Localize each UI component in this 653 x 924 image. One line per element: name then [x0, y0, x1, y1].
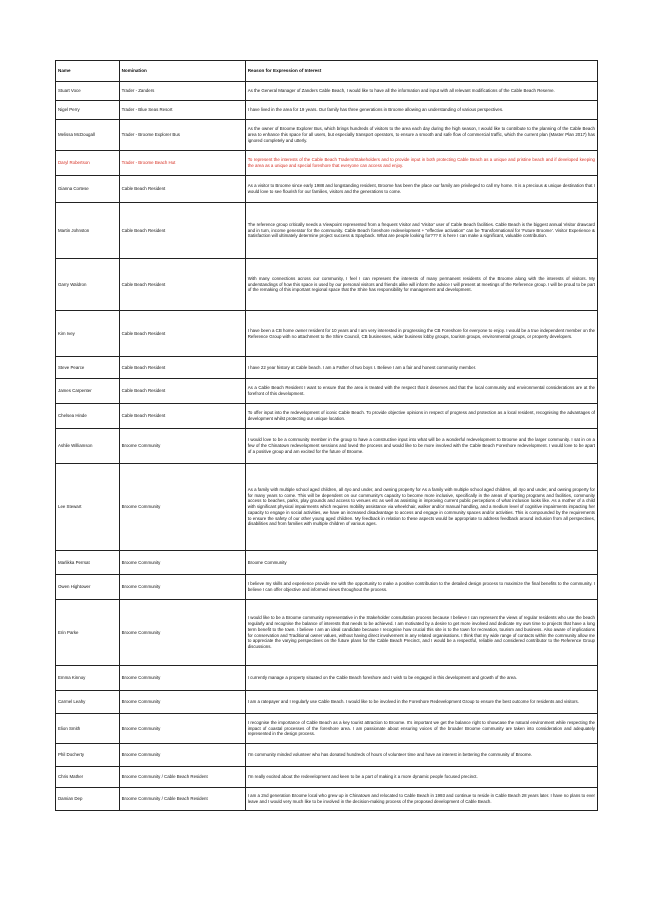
row-name: Lee Stewart [56, 464, 120, 551]
row-name: Emma Kinnoy [56, 666, 120, 691]
row-name: Melissa McDougall [56, 120, 120, 151]
table-row [56, 259, 598, 311]
header-nomination: Nomination [119, 61, 245, 82]
row-nomination: Trader - Zanders [119, 82, 245, 101]
row-name: Chris Mather [56, 767, 120, 788]
row-nomination: Broome Community [119, 464, 245, 551]
row-nomination: Broome Community [119, 714, 245, 744]
table-row [56, 788, 598, 811]
row-name: James Carpenter [56, 379, 120, 404]
row-reason: As a Cable Beach Resident I want to ensure that the area is treated with the respect that it deserves and that the local community and environmental considerations are at the forefront of this development. [245, 379, 597, 404]
expression-of-interest-page [55, 60, 598, 811]
row-nomination: Cable Beach Resident [119, 311, 245, 357]
row-reason: To represent the interests of the Cable Beach Traders/Stakeholders and to provide input in both protecting Cable Beach as a unique and pristine beach and if developed keeping the area as a unique and special foreshore that everyone can access and enjoy. [245, 151, 597, 176]
row-name: Elion Smith [56, 714, 120, 744]
row-reason: I would love to be a community member in the group to have a constructive input into what will be a wonderful redevelopment to Broome and the larger community. I sat in on a few of the Chinatown redevelopment sessions and loved the process and would like to be more involved with the Cable Beach Foreshore redevelopment. I would love to be apart of a positive group and am excited for the future of Broome. [245, 429, 597, 464]
row-reason: I'm really excited about the redevelopment and keen to be a part of making it a more dynamic people focused precinct. [245, 767, 597, 788]
row-reason: As a family with multiple school aged children, all 4yo and under, and owning property for As a family with multiple school aged children, all 4yo and under, and owning property for for many years to come. This will be dependent on our community's capacity to become more inclusive, specifically in the areas of sporting programs and facilities, community access to beaches, parks, play grounds and access to venues etc as well as assisting in improving current public perceptions of what inclusion looks like. As a mother of a child with significant physical impairments which requires mobility assistance via wheelchair, walker and/or manual handling, and a medium level of cognitive impairments impacting her capacity to engage in social activities, we have an increased disadvantage to access and engage in community spaces and/or activities. This is compounded by the requirements to ensure the safety of our other young aged children. My feedback in relation to these aspects would be appropriate to address feedback around inclusion from all perspectives, disabilities and from families with multiple children of various ages. [245, 464, 597, 551]
row-reason: The reference group critically needs a Viewpoint represented from a frequent Visitor and 'Visitor' user of Cable Beach facilities. Cable Beach is the biggest annual Visitor drawcard and in turn, income generator for the community. Cable Beach foreshore redevelopment + "effective activation" can be Transformational for 'Future Broome'. Visitor Experience & Satisfaction will ultimately determine project success & Spayback. What are people looking for??? It is here I can make a significant, valuable contribution. [245, 203, 597, 259]
table-row [56, 666, 598, 691]
row-name: Gianna Cortese [56, 176, 120, 203]
row-reason: I have 22 year history at Cable beach. I am a Father of two boys I. Believe I am a fair and honest community member. [245, 357, 597, 379]
row-name: Garry Waldron [56, 259, 120, 311]
table-row [56, 429, 598, 464]
row-nomination: Trader - Blue Seas Resort [119, 101, 245, 120]
table-row [56, 714, 598, 744]
table-row [56, 311, 598, 357]
table-row [56, 203, 598, 259]
row-nomination: Broome Community [119, 666, 245, 691]
table-body [56, 82, 598, 811]
table-row [56, 464, 598, 551]
header-name: Name [56, 61, 120, 82]
row-reason: Broome Community [245, 551, 597, 575]
table-row [56, 691, 598, 714]
table-row [56, 551, 598, 575]
row-nomination: Broome Community [119, 600, 245, 666]
row-nomination: Broome Community / Cable Beach Resident [119, 788, 245, 811]
row-name: Owen Hightower [56, 575, 120, 600]
row-reason: I currently manage a property situated on the Cable Beach foreshore and I wish to be engaged in this development and growth of the area. [245, 666, 597, 691]
row-reason: I am a ratepayer and I regularly use Cable Beach. I would like to be involved in the Foreshore Redevelopment Group to ensure the best outcome for residents and visitors. [245, 691, 597, 714]
row-nomination: Broome Community [119, 551, 245, 575]
table-row [56, 151, 598, 176]
row-name: Kim Ivey [56, 311, 120, 357]
row-nomination: Broome Community [119, 575, 245, 600]
table-row [56, 600, 598, 666]
row-reason: With many connections across our community, I feel I can represent the interests of many permanent residents of the Broome along with the interests of visitors. My understandings of how this space is used by our personal visitors and friends alike will inform the advice I will present at meetings of the Reference group. I will be proud to be part of the remaking of this important regional space that the Shire has responsibility for management and development. [245, 259, 597, 311]
row-name: Ashlie Williamson [56, 429, 120, 464]
row-nomination: Cable Beach Resident [119, 404, 245, 429]
table-row [56, 176, 598, 203]
table-row [56, 120, 598, 151]
row-reason: I have been a CB home owner resident for 10 years and I am very interested in progressing the CB Foreshore for everyone to enjoy. I would be a true independent member on the Reference Group with no attachment to the Shire Council, CB businesses, wider business lobby groups, tourism groups, environmental groups, or property developers. [245, 311, 597, 357]
row-reason: I have lived in the area for 19 years. Our family has three generations in Broome allowing an understanding of various perspectives. [245, 101, 597, 120]
row-reason: As the General Manager of Zanders Cable Beach, I would like to have all the information and input with all relevant modifications of the Cable Beach Reserve. [245, 82, 597, 101]
row-nomination: Cable Beach Resident [119, 176, 245, 203]
row-reason: I'm community minded volunteer who has donated hundreds of hours of volunteer time and have an interest in bettering the community of Broome. [245, 744, 597, 767]
table-row [56, 379, 598, 404]
row-nomination: Broome Community [119, 429, 245, 464]
row-name: Stuart Voce [56, 82, 120, 101]
row-nomination: Cable Beach Resident [119, 203, 245, 259]
table-row [56, 357, 598, 379]
row-name: Phil Docherty [56, 744, 120, 767]
row-nomination: Broome Community [119, 691, 245, 714]
row-reason: As a visitor to Broome since early 1988 and longstanding resident, Broome has been the place our family are privileged to call my home. It is a precious & unique destination that I would love to see flourish for our families, visitors and the generations to come. [245, 176, 597, 203]
row-nomination: Cable Beach Resident [119, 357, 245, 379]
row-reason: I would like to be a Broome community representative in the Stakeholder consultation process because I believe I can represent the views of regular residents who use the beach regularly and recognise the balance of interests that needs to be achieved. I am motivated by a desire to get more involved and dedicate my own time to projects that have a long term benefit to the town. I believe I am an ideal candidate because I recognise how crucial this site is to the town for recreation, tourism and business. Also aware of implications for conservation and Traditional owner values, without having direct involvement in any related organisations. I think that my wide range of contacts within the community allow me to appreciate the varying perspectives on the future plans for the Cable Beach Precinct, and I would be a respectful, reliable and considered contributor to the Reference Group discussions. [245, 600, 597, 666]
header-reason: Reason for Expression of Interest [245, 61, 597, 82]
row-name: Steve Pearce [56, 357, 120, 379]
table-row [56, 744, 598, 767]
row-reason: I am a 2nd generation Broome local who grew up in Chinatown and relocated to Cable Beach in 1993 and continue to reside in Cable Beach 28 years later. I have no plans to ever leave and I would very much like to be involved in the decision-making process of the proposed development of Cable Beach. [245, 788, 597, 811]
table-header-row [56, 61, 598, 82]
row-nomination: Broome Community / Cable Beach Resident [119, 767, 245, 788]
table-row [56, 101, 598, 120]
row-name: Chelsea Hinde [56, 404, 120, 429]
row-nomination: Broome Community [119, 744, 245, 767]
row-reason: As the owner of Broome Explorer Bus, which brings hundreds of visitors to the area each day during the high season, I would like to contribute to the planning of the Cable Beach area to enhance this space for all users, but especially transport operators, to ensure a smooth and safe flow of commercial traffic, which the current plan (Master Plan 2017) has ignored completely and utterly. [245, 120, 597, 151]
nominations-table [55, 60, 598, 811]
row-nomination: Trader - Broome Beach Hut [119, 151, 245, 176]
row-nomination: Cable Beach Resident [119, 259, 245, 311]
table-row [56, 404, 598, 429]
row-name: Erin Parke [56, 600, 120, 666]
row-name: Damian Dep [56, 788, 120, 811]
row-name: Daryl Robertson [56, 151, 120, 176]
row-name: Nigel Perry [56, 101, 120, 120]
row-name: Marlikka Perrsat [56, 551, 120, 575]
row-nomination: Trader - Broome Explorer Bus [119, 120, 245, 151]
row-name: Martin Johnston [56, 203, 120, 259]
row-name: Carmel Leahy [56, 691, 120, 714]
table-row [56, 575, 598, 600]
row-nomination: Cable Beach Resident [119, 379, 245, 404]
table-row [56, 767, 598, 788]
table-row [56, 82, 598, 101]
row-reason: I believe my skills and experience provide me with the opportunity to make a positive contribution to the detailed design process to maximize the final benefits to the community. I believe I can offer objective and informed views throughout the process. [245, 575, 597, 600]
row-reason: To offer input into the redevelopment of iconic Cable Beach. To provide objective opinions in respect of progress and protection as a local resident, recognising the advantages of development whilst protecting our unique location. [245, 404, 597, 429]
row-reason: I recognise the importance of Cable Beach as a key tourist attraction to Broome. It's important we get the balance right to showcase the natural environment while respecting the impact of coastal processes of the foreshore area. I am passionate about ensuring voices of the broader Broome community are taken into consideration and adequately represented in the design process. [245, 714, 597, 744]
